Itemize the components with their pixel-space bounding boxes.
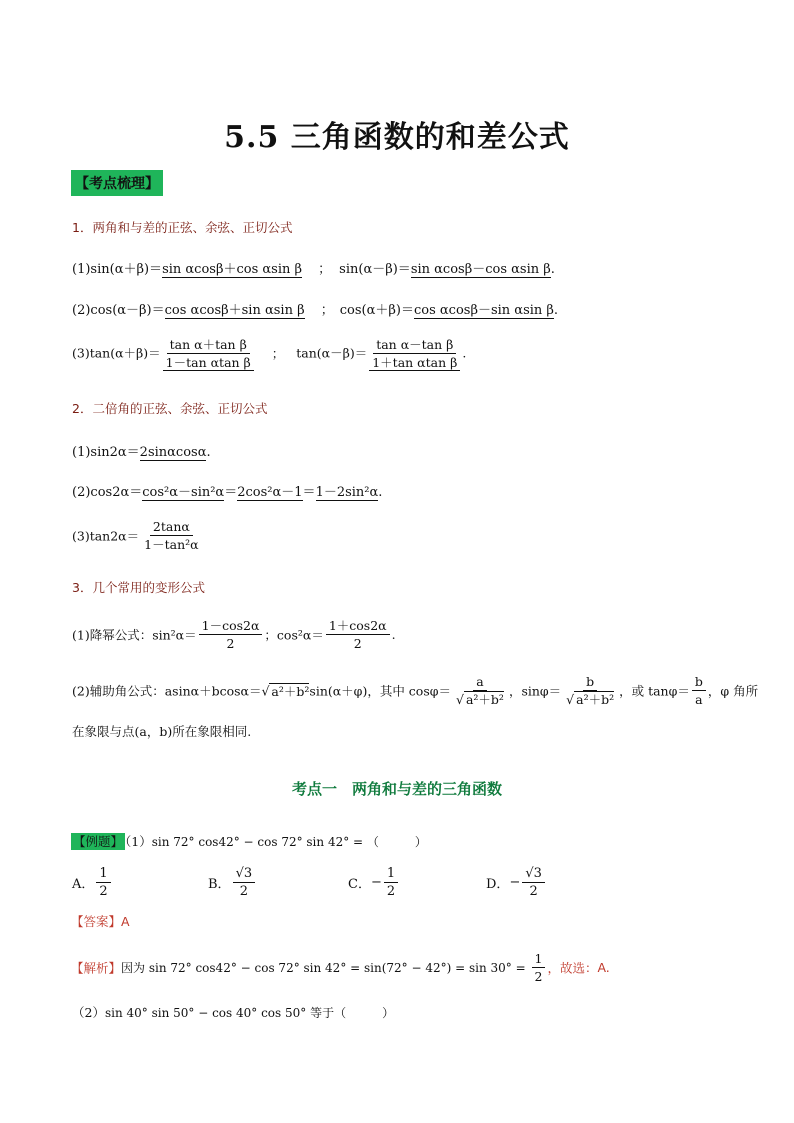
formula-blank: cos αcosβ＋sin αsin β: [164, 303, 305, 318]
numerator: 1＋cos2α: [326, 618, 390, 635]
formula-blank: 2cos²α－1: [237, 485, 303, 500]
fraction: [163, 337, 254, 371]
numerator: 1－cos2α: [199, 618, 263, 635]
formula-tan-sum: [72, 337, 466, 371]
option-d[interactable]: [486, 866, 547, 899]
formula-tan-double: [72, 519, 204, 552]
denominator: 2: [99, 884, 108, 899]
example-1-question: [71, 832, 427, 850]
numerator: 1: [384, 866, 398, 883]
numerator: b: [692, 674, 706, 691]
denominator: 2: [353, 636, 362, 651]
denominator: √ a²＋b²: [566, 692, 615, 707]
denominator: 1－tan²α: [144, 537, 199, 552]
denominator: 1－tan αtan β: [163, 354, 254, 371]
radicand: a²＋b²: [465, 692, 504, 707]
section-3-title: 3．几个常用的变形公式: [72, 580, 205, 595]
numerator: b: [583, 674, 597, 691]
numerator: 2tanα: [150, 519, 193, 536]
section-2-title: 2．二倍角的正弦、余弦、正切公式: [72, 401, 268, 416]
fraction: [522, 866, 545, 899]
formula-text: ，或 tanφ＝: [619, 683, 690, 699]
analysis-conclusion: ，故选：: [547, 960, 598, 976]
formula-blank: sin αcosβ＋cos αsin β: [162, 262, 303, 277]
formula-blank: cos αcosβ－sin αsin β: [413, 303, 554, 318]
numerator: √3: [522, 866, 545, 883]
fraction: [369, 337, 460, 371]
formula-auxiliary-angle-line2: 在象限与点(a，b)所在象限相同.: [72, 724, 252, 739]
formula-sin-sum: [72, 258, 555, 277]
fraction: [233, 866, 256, 899]
page-title: 5.5 三角函数的和差公式: [224, 120, 570, 155]
formula-blank: 2sinαcosα: [139, 445, 207, 460]
period: .: [378, 485, 383, 500]
equals: ＝: [224, 485, 238, 500]
example-2-question: [72, 1003, 394, 1021]
formula-lhs: tan(α－β)＝: [296, 345, 368, 361]
numerator: tan α＋tan β: [167, 337, 250, 354]
formula-lhs: (1)sin(α＋β)＝: [72, 262, 163, 277]
option-label: C．: [348, 877, 371, 892]
analysis-tag: 【解析】: [71, 960, 122, 976]
denominator: 2: [226, 636, 235, 651]
answer-value: A: [121, 914, 130, 929]
fraction: [563, 674, 617, 707]
fraction: [384, 866, 398, 899]
period: .: [550, 262, 555, 277]
answer-tag: 【答案】: [71, 914, 122, 929]
numerator: 1: [96, 866, 110, 883]
radicand: a²＋b²: [271, 683, 310, 699]
question-expression: sin 40° sin 50° − cos 40° cos 50° 等于（ ）: [104, 1006, 395, 1020]
formula-text: ，sinφ＝: [508, 683, 562, 699]
formula-lhs: (2)辅助角公式：asinα＋bcosα＝: [72, 683, 262, 699]
formula-power-reduction: [72, 618, 396, 651]
formula-lhs: sin(α－β)＝: [339, 262, 411, 277]
option-label: B．: [208, 877, 231, 892]
denominator: a: [695, 692, 703, 707]
separator: ；: [271, 345, 285, 361]
formula-auxiliary-angle: [72, 674, 758, 707]
numerator: 1: [532, 951, 546, 968]
fraction: [141, 519, 201, 552]
option-b[interactable]: [208, 866, 257, 899]
numerator: tan α－tan β: [373, 337, 456, 354]
section-tag-review: 【考点梳理】: [71, 170, 163, 196]
option-sign: −: [370, 875, 382, 890]
question-number: （1）: [125, 834, 152, 849]
option-label: A．: [72, 877, 95, 892]
formula-lhs: (3)tan(α＋β)＝: [72, 345, 161, 361]
period: .: [206, 445, 211, 460]
section-1-title: 1．两角和与差的正弦、余弦、正切公式: [72, 220, 293, 235]
denominator: 2: [534, 969, 543, 984]
fraction: [199, 618, 263, 651]
analysis-text: 因为 sin 72° cos42° − cos 72° sin 42° = sin(72° − 42°) = sin 30° =: [121, 961, 530, 975]
formula-lhs: (1)sin2α＝: [72, 445, 140, 460]
section-heading-topic-1: 考点一 两角和与差的三角函数: [291, 780, 502, 798]
denominator: √ a²＋b²: [455, 692, 504, 707]
fraction: [326, 618, 390, 651]
fraction: [453, 674, 507, 707]
numerator: √3: [233, 866, 256, 883]
formula-lhs: (2)cos2α＝: [72, 485, 143, 500]
period: .: [462, 345, 467, 361]
period: .: [391, 627, 396, 642]
answer-line: [71, 912, 130, 930]
formula-cos-sum: [72, 299, 558, 318]
formula-lhs: (1)降幂公式：sin²α＝: [72, 627, 197, 643]
sqrt-expression: √ a²＋b²: [261, 683, 310, 699]
option-label: D．: [486, 877, 510, 892]
option-c[interactable]: [348, 866, 400, 899]
numerator: a: [473, 674, 486, 691]
equals: ＝: [302, 485, 316, 500]
question-number: （2）: [72, 1005, 105, 1020]
denominator: 2: [386, 884, 396, 899]
example-tag: 【例题】: [73, 834, 124, 849]
separator: ；: [318, 262, 332, 277]
formula-lhs: (3)tan2α＝: [72, 528, 140, 544]
period: .: [553, 303, 559, 318]
separator: ；: [320, 303, 334, 318]
option-a[interactable]: [72, 866, 113, 899]
formula-lhs: (2)cos(α－β)＝: [72, 303, 165, 318]
formula-text: ，φ 角所: [707, 683, 759, 699]
formula-blank: sin αcosβ－cos αsin β: [410, 262, 551, 277]
analysis-line: [71, 951, 610, 984]
option-sign: −: [509, 875, 521, 890]
fraction: [532, 951, 546, 984]
analysis-choice: A.: [597, 960, 610, 975]
denominator: 1＋tan αtan β: [369, 354, 460, 371]
formula-blank: 1－2sin²α: [315, 485, 379, 500]
question-expression: sin 72° cos42° − cos 72° sin 42° = （ ）: [151, 835, 427, 849]
denominator: 2: [529, 884, 538, 899]
formula-text: ；cos²α＝: [264, 627, 324, 643]
fraction: [96, 866, 110, 899]
formula-blank: cos²α－sin²α: [142, 485, 225, 500]
denominator: 2: [239, 884, 248, 899]
formula-text: sin(α＋φ)，其中 cosφ＝: [309, 683, 451, 699]
radicand: a²＋b²: [576, 692, 615, 707]
formula-cos-double: [72, 481, 382, 500]
fraction: [692, 674, 706, 707]
formula-lhs: cos(α＋β)＝: [339, 303, 414, 318]
formula-sin-double: [72, 441, 211, 460]
